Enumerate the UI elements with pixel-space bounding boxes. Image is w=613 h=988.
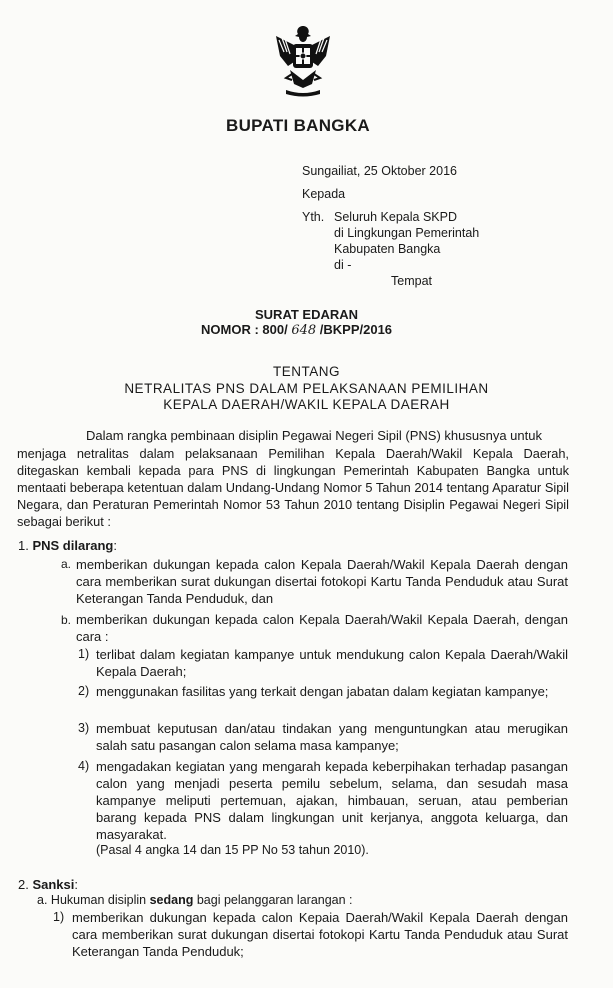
subject-line-1: NETRALITAS PNS DALAM PELAKSANAAN PEMILIHAN: [124, 381, 489, 396]
section-2-heading: [18, 877, 78, 892]
reference-note: (Pasal 4 angka 14 dan 15 PP No 53 tahun 2010).: [96, 843, 369, 857]
nomor-line: [201, 322, 392, 338]
item-b-marker: b.: [61, 613, 72, 627]
tempat-label: Tempat: [391, 274, 432, 288]
section-1-title: PNS dilarang: [32, 538, 114, 553]
sanksi-a-line: [37, 893, 353, 907]
subject-line-2: KEPALA DAERAH/WAKIL KEPALA DAERAH: [163, 397, 450, 412]
tentang-label: TENTANG: [273, 364, 340, 379]
kepada-label: Kepada: [302, 187, 346, 201]
yth-label: Yth.: [302, 210, 325, 224]
item-b-text: memberikan dukungan kepada calon Kepala Daerah/Wakil Kepala Daerah, dengan cara :: [76, 612, 568, 644]
intro-first-line: Dalam rangka pembinaan disiplin Pegawai Negeri Sipil (PNS) khususnya untuk: [86, 428, 542, 443]
item-a-marker: a.: [61, 557, 72, 571]
section-2-colon: :: [74, 877, 79, 892]
sanksi-a-bold: sedang: [149, 893, 194, 907]
section-2-number: 2.: [18, 877, 29, 892]
office-title: BUPATI BANGKA: [226, 116, 370, 135]
nomor-prefix: NOMOR : 800/: [201, 322, 288, 337]
item-b4-text: mengadakan kegiatan yang mengarah kepada keberpihakan terhadap pasangan calon yang menjadi peserta pemilu sebelum, selama, dan sesudah masa kampanye meliputi pertemuan, ajakan, himbauan, seruan, atau pemberian barang kepada PNS dalam lingkungan unit kerjanya, anggota keluarga, dan masyarakat.: [96, 759, 568, 842]
recipient-line-1: Seluruh Kepala SKPD: [334, 210, 457, 224]
intro-paragraph: menjaga netralitas dalam pelaksanaan Pemilihan Kepala Daerah/Wakil Kepala Daerah, ditegaskan kembali kepada para PNS di lingkungan Pemerintah Kabupaten Bangka untuk mentaati beberapa ketentuan dalam Undang-Undang Nomor 5 Tahun 2014 tentang Aparatur Sipil Negara, dan Peraturan Pemerintah Nomor 53 Tahun 2010 tentang Disiplin Pegawai Negeri Sipil sebagai berikut :: [17, 446, 569, 529]
garuda-emblem-icon: [268, 22, 338, 98]
section-2-title: Sanksi: [32, 877, 75, 892]
recipient-line-2: di Lingkungan Pemerintah: [334, 226, 480, 240]
place-date: Sungailiat, 25 Oktober 2016: [302, 164, 457, 178]
item-b2-marker: 2): [78, 684, 90, 698]
item-b4-marker: 4): [78, 759, 90, 773]
section-1-colon: :: [113, 538, 118, 553]
sanksi-item-text: memberikan dukungan kepada calon Kepaia Daerah/Wakil Kepala Daerah dengan cara memberikan surat dukungan disertai fotokopi Kartu Tanda Penduduk atau Surat Keterangan Tanda Penduduk;: [72, 910, 568, 959]
item-b3-text: membuat keputusan dan/atau tindakan yang menguntungkan atau merugikan salah satu pasangan calon selama masa kampanye;: [96, 721, 568, 753]
item-a-text: memberikan dukungan kepada calon Kepala Daerah/Wakil Kepala Daerah dengan cara memberikan surat dukungan disertai fotokopi Kartu Tanda Penduduk atau Surat Keterangan Tanda Penduduk, dan: [76, 557, 568, 606]
sanksi-a-prefix: Hukuman disiplin: [50, 893, 147, 907]
section-1-heading: [18, 538, 117, 553]
item-b1-marker: 1): [78, 647, 90, 661]
item-b3-marker: 3): [78, 721, 90, 735]
nomor-suffix: /BKPP/2016: [319, 322, 393, 337]
item-b2-text: menggunakan fasilitas yang terkait dengan jabatan dalam kegiatan kampanye;: [96, 684, 549, 699]
di-label: di -: [334, 258, 352, 272]
sanksi-item-marker: 1): [53, 910, 65, 924]
item-b1-text: terlibat dalam kegiatan kampanye untuk mendukung calon Kepala Daerah/Wakil Kepala Daerah;: [96, 647, 568, 679]
recipient-line-3: Kabupaten Bangka: [334, 242, 441, 256]
surat-edaran-title: SURAT EDARAN: [255, 307, 359, 322]
section-1-number: 1.: [18, 538, 29, 553]
nomor-handwritten: 648: [291, 323, 317, 338]
sanksi-a-suffix: bagi pelanggaran larangan :: [196, 893, 353, 907]
sanksi-a-marker: a.: [37, 893, 48, 907]
